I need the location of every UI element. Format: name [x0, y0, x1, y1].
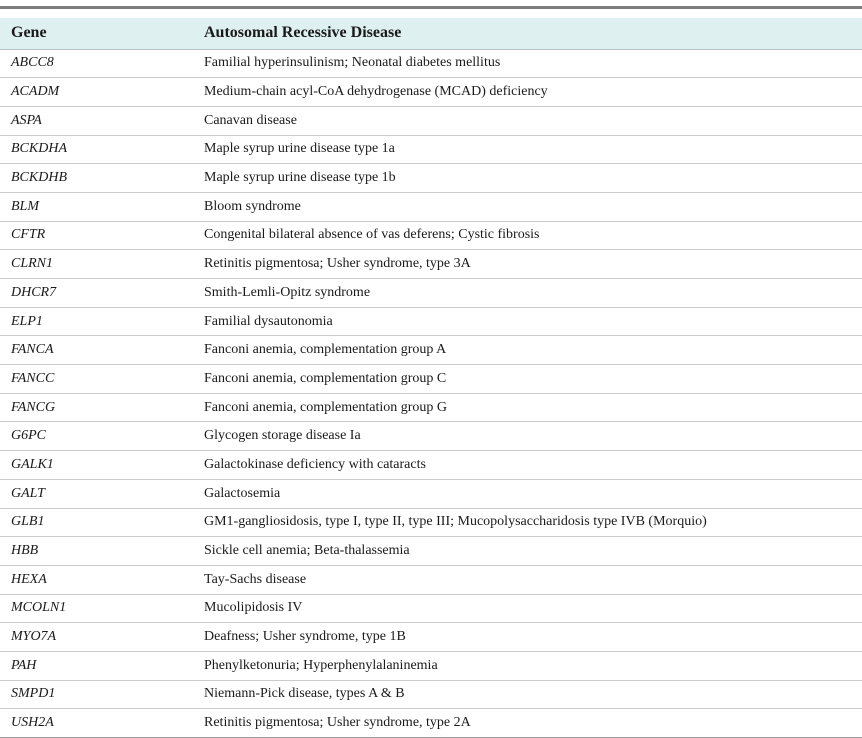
disease-cell: Phenylketonuria; Hyperphenylalaninemia — [202, 651, 862, 680]
gene-cell: FANCG — [0, 393, 202, 422]
disease-cell: Maple syrup urine disease type 1a — [202, 135, 862, 164]
gene-cell: PAH — [0, 651, 202, 680]
disease-cell: Smith-Lemli-Opitz syndrome — [202, 279, 862, 308]
gene-cell: BCKDHB — [0, 164, 202, 193]
top-rule — [0, 6, 862, 9]
table-body — [0, 49, 862, 738]
header-disease: Autosomal Recessive Disease — [202, 18, 862, 49]
gene-cell: GALK1 — [0, 451, 202, 480]
gene-cell: HEXA — [0, 565, 202, 594]
disease-cell: Retinitis pigmentosa; Usher syndrome, type 3A — [202, 250, 862, 279]
gene-cell: MYO7A — [0, 623, 202, 652]
gene-cell: ABCC8 — [0, 49, 202, 78]
gene-cell: G6PC — [0, 422, 202, 451]
table-row — [0, 479, 862, 508]
header-row — [0, 18, 862, 49]
disease-cell: Galactokinase deficiency with cataracts — [202, 451, 862, 480]
gene-cell: CFTR — [0, 221, 202, 250]
table-row — [0, 221, 862, 250]
table-row — [0, 651, 862, 680]
disease-cell: Mucolipidosis IV — [202, 594, 862, 623]
table-row — [0, 623, 862, 652]
table-row — [0, 537, 862, 566]
gene-cell: ACADM — [0, 78, 202, 107]
table-row — [0, 250, 862, 279]
disease-cell: Sickle cell anemia; Beta-thalassemia — [202, 537, 862, 566]
gene-disease-table — [0, 18, 862, 738]
disease-cell: Fanconi anemia, complementation group C — [202, 365, 862, 394]
table-row — [0, 336, 862, 365]
gene-cell: FANCC — [0, 365, 202, 394]
gene-cell: ASPA — [0, 106, 202, 135]
gene-cell: GLB1 — [0, 508, 202, 537]
disease-cell: Bloom syndrome — [202, 192, 862, 221]
disease-cell: Maple syrup urine disease type 1b — [202, 164, 862, 193]
table-row — [0, 594, 862, 623]
table-row — [0, 78, 862, 107]
gene-cell: DHCR7 — [0, 279, 202, 308]
gene-cell: BLM — [0, 192, 202, 221]
gene-cell: HBB — [0, 537, 202, 566]
disease-cell: Familial dysautonomia — [202, 307, 862, 336]
table-row — [0, 508, 862, 537]
gene-cell: BCKDHA — [0, 135, 202, 164]
gene-cell: GALT — [0, 479, 202, 508]
disease-cell: Canavan disease — [202, 106, 862, 135]
table-row — [0, 709, 862, 738]
table-row — [0, 565, 862, 594]
table-row — [0, 106, 862, 135]
gene-cell: CLRN1 — [0, 250, 202, 279]
disease-cell: Deafness; Usher syndrome, type 1B — [202, 623, 862, 652]
disease-cell: Glycogen storage disease Ia — [202, 422, 862, 451]
gene-cell: SMPD1 — [0, 680, 202, 709]
gene-cell: ELP1 — [0, 307, 202, 336]
table-row — [0, 135, 862, 164]
disease-cell: Galactosemia — [202, 479, 862, 508]
table-row — [0, 49, 862, 78]
gene-cell: FANCA — [0, 336, 202, 365]
table-row — [0, 365, 862, 394]
disease-cell: Fanconi anemia, complementation group A — [202, 336, 862, 365]
table-row — [0, 307, 862, 336]
gene-cell: MCOLN1 — [0, 594, 202, 623]
gene-cell: USH2A — [0, 709, 202, 738]
table-header — [0, 18, 862, 49]
disease-cell: Niemann-Pick disease, types A & B — [202, 680, 862, 709]
table-row — [0, 279, 862, 308]
disease-cell: Congenital bilateral absence of vas deferens; Cystic fibrosis — [202, 221, 862, 250]
disease-cell: GM1-gangliosidosis, type I, type II, type III; Mucopolysaccharidosis type IVB (Morquio) — [202, 508, 862, 537]
header-gene: Gene — [0, 18, 202, 49]
disease-cell: Retinitis pigmentosa; Usher syndrome, type 2A — [202, 709, 862, 738]
table-row — [0, 192, 862, 221]
disease-cell: Familial hyperinsulinism; Neonatal diabetes mellitus — [202, 49, 862, 78]
table-row — [0, 451, 862, 480]
disease-cell: Medium-chain acyl-CoA dehydrogenase (MCAD) deficiency — [202, 78, 862, 107]
table-row — [0, 422, 862, 451]
table-row — [0, 680, 862, 709]
table-row — [0, 393, 862, 422]
disease-cell: Tay-Sachs disease — [202, 565, 862, 594]
disease-cell: Fanconi anemia, complementation group G — [202, 393, 862, 422]
table-row — [0, 164, 862, 193]
